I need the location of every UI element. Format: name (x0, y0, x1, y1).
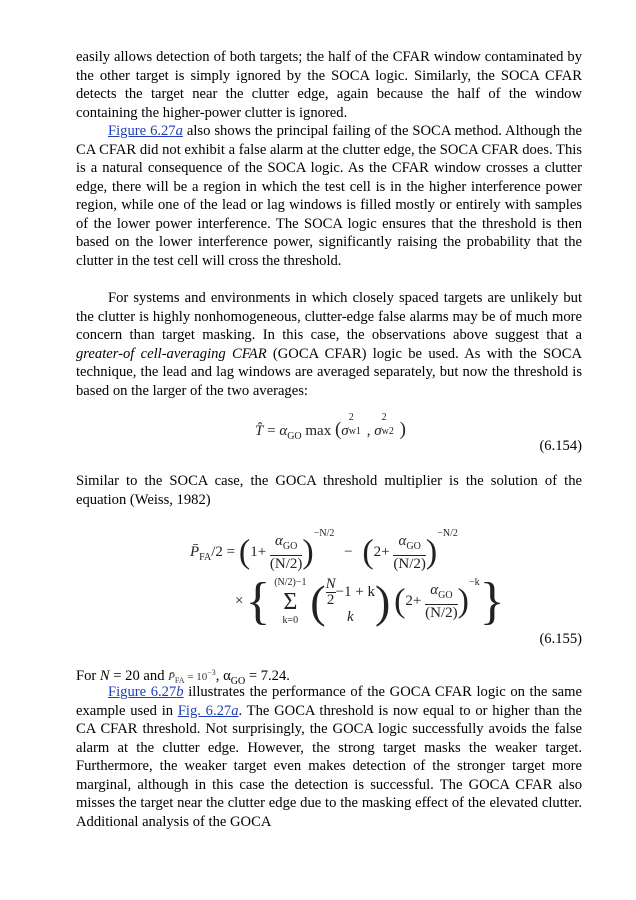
paragraph-text: easily allows detection of both targets; the half of the CFAR window contaminated by the other target is simply ignored by the SOCA logic. Similarly, the SOCA CFAR detects the target near the clutter edge, again because the half of the window containing the higher-power clutter is ignored. (76, 49, 582, 121)
eq-exp-1: −N/2 (313, 528, 335, 539)
eq-minus: − (344, 544, 353, 560)
paragraph-goca-intro (76, 289, 582, 400)
eq-binom-rest: −1 + k (335, 583, 376, 600)
eq-sum-upper: (N/2)−1 (274, 576, 307, 588)
eq-sigma1-sub: w1 (348, 426, 361, 437)
eq-alpha: α (279, 423, 288, 439)
figure-6-27a-link[interactable] (108, 123, 183, 139)
eq-half-equals: /2 = (211, 544, 236, 560)
eq-alpha-sub: GO (438, 589, 453, 601)
paragraph-goca-performance (76, 683, 582, 831)
paragraph-text: (GOCA CFAR) logic be used. As with the SOCA technique, the lead and lag windows are averaged separately, but now the threshold is based on the larger of the two averages: (76, 345, 582, 399)
eq-equals: = (263, 423, 280, 439)
link-text: Figure 6.27 (108, 123, 176, 139)
paragraph-goca-multiplier (76, 472, 582, 509)
pfa-exp: −3 (207, 668, 216, 677)
equation-number-6-154: (6.154) (539, 438, 582, 454)
eq-binom-N: N (325, 576, 336, 592)
text: = 20 and (109, 668, 169, 684)
eq-den: (N/2) (425, 604, 458, 621)
eq-pfa-sub: FA (199, 552, 212, 563)
fig-6-27a-link[interactable] (178, 703, 239, 719)
pfa-value: = 10 (184, 671, 208, 683)
goca-term: greater-of cell-averaging CFAR (76, 345, 267, 362)
equation-number-6-155: (6.155) (539, 631, 582, 647)
eq-alpha-sub: GO (287, 431, 302, 442)
eq-threshold: T̂ (255, 423, 264, 439)
eq-alpha-sub: GO (406, 540, 421, 552)
eq-alpha-sub: GO (282, 540, 298, 552)
link-text: Figure 6.27 (108, 684, 177, 700)
equation-6-155-line1: $P̄_{FA}/2 = (1+$ $\frac{\alpha_{GO}}{(N/2)}$ )$^{-N/2}$ − (2+ $\frac{\alpha_{GO}}{(N/2)}$ )$^{-N/2}$ (190, 528, 458, 572)
eq-times: × (235, 593, 244, 609)
alpha-sub: GO (230, 676, 246, 687)
result: = 7.24. (245, 668, 290, 684)
eq-binomial (326, 577, 375, 626)
var-N: N (99, 668, 110, 684)
eq-den: (N/2) (269, 555, 303, 572)
link-letter: a (231, 702, 239, 719)
eq-binom-2: 2 (326, 592, 335, 608)
eq-sigma2: σ (374, 423, 382, 439)
eq-fraction-3 (425, 582, 458, 622)
eq-pfa: P̄ (190, 544, 200, 560)
paragraph-text: also shows the principal failing of the SOCA method. Although the CA CFAR did not exhibit a false alarm at the clutter edge, the SOCA CFAR does. This is a natural consequence of the SOCA logic. As the CFAR window crosses a clutter edge, there will be a region in which the test cell is in the higher interference power region, while one of the lead or lag windows is filled mostly or entirely with samples of the lower power interference. The SOCA logic ensures that the threshold is then based on the lower interference power, significantly raising the probability that the clutter in the test cell will cross the threshold. (76, 123, 582, 269)
paragraph-text: Similar to the SOCA case, the GOCA threshold multiplier is the solution of the equation (Weiss, 1982) (76, 473, 582, 508)
eq-fraction-1 (270, 533, 303, 573)
eq-fraction-2 (393, 533, 426, 573)
pfa-letter: P̄ (168, 671, 175, 683)
paragraph-soca-detection (76, 48, 582, 122)
paragraph-text: . The GOCA threshold is now equal to or higher than the CA CFAR threshold. Not surprisingly, the GOCA logic successfully avoids the false alarm at the clutter edge. However, the strong target masks the weaker target. Furthermore, the weaker target even makes detection of the stronger target more marginal, although in this case the detection is successful. The GOCA CFAR also misses the target near the clutter edge due to the masking effect of the elevated clutter. Additional analysis of the GOCA (76, 702, 583, 830)
pfa-symbol (168, 668, 216, 685)
equation-6-154: T̂ = $\alpha_{GO}$ max (σ 2 w1 , σ 2 w2 ) (255, 412, 406, 442)
paragraph-text: For systems and environments in which closely spaced targets are unlikely but the clutter is highly nonhomogeneous, clutter-edge false alarms may be of much more concern than target masking. In this case, the observations above suggest that a (76, 290, 582, 343)
link-letter: a (175, 123, 183, 139)
pfa-sub: FA (174, 676, 185, 685)
eq-sigma1: σ (341, 423, 349, 439)
eq-binom-k: k (346, 609, 354, 625)
eq-alpha: α (274, 532, 283, 549)
eq-max: max (301, 423, 335, 439)
eq-sigma2-sup: 2 (381, 412, 387, 423)
eq-sum-lower: k=0 (282, 614, 299, 626)
eq-two-plus: 2+ (373, 544, 390, 560)
eq-alpha: α (430, 581, 439, 598)
eq-sigma1-sup: 2 (348, 412, 354, 423)
text: For (76, 668, 100, 684)
link-text: Fig. 6.27 (177, 702, 232, 719)
eq-alpha: α (398, 532, 407, 549)
eq-exp-2: −N/2 (437, 528, 458, 539)
eq-exp-k: −k (468, 576, 480, 588)
equation-6-155-line2: ×{ (N/2)−1 Σ k=0 ( $\frac{N}{2}$ −1 + k k ) (2+ $\frac{\alpha_{GO}}{(N/2)}$ )$^{-k}$} (235, 573, 505, 630)
eq-summation (274, 576, 306, 628)
figure-6-27b-link[interactable] (108, 684, 184, 700)
link-letter: b (176, 684, 184, 700)
eq-comma: , (366, 423, 375, 439)
paragraph-soca-failing (76, 122, 582, 270)
eq-sum-symbol: Σ (283, 588, 298, 615)
alpha: , α (215, 668, 231, 684)
eq-den: (N/2) (393, 555, 426, 572)
eq-one-plus: 1+ (250, 544, 267, 560)
paragraph-text: illustrates the performance of the GOCA CFAR logic on the same example used in (76, 684, 582, 719)
eq-two-plus: 2+ (405, 592, 422, 609)
eq-sigma2-sub: w2 (381, 426, 394, 437)
